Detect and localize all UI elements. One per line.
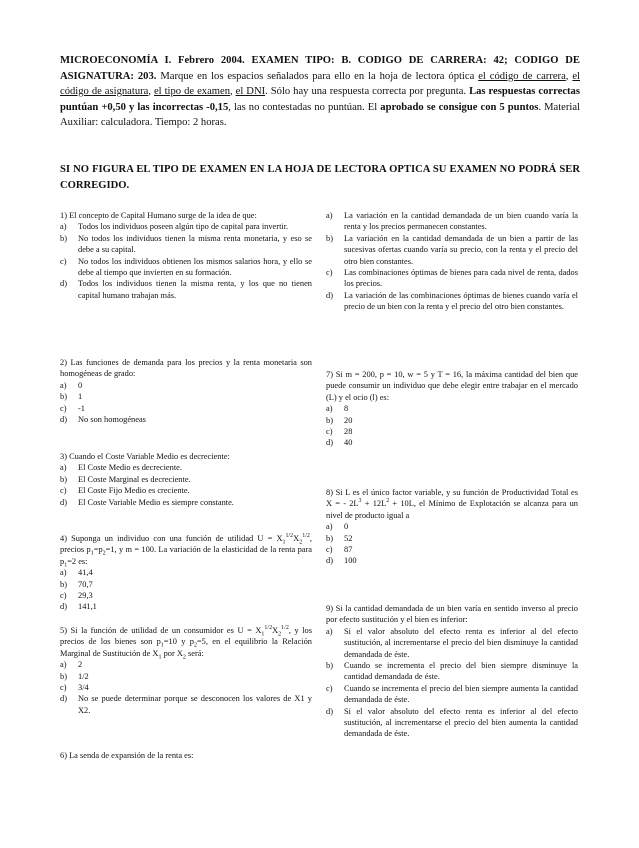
option-d: d) La variación de las combinaciones óptimas de bienes cuando varía el precio de un bien con la renta y el precio del otro bien constantes. [326,290,578,312]
question-2 [60,357,312,425]
question-stem: 9) Si la cantidad demandada de un bien varía en sentido inverso al precio por efecto sustitución y el bien es inferior: [326,604,578,625]
question-stem: 1) El concepto de Capital Humano surge de la idea de que: [60,211,257,220]
exam-header: MICROECONOMÍA I. Febrero 2004. EXAMEN TIPO: B. CODIGO DE CARRERA: 42; CODIGO DE ASIGNATURA: 203. Marque en los espacios señalados para ello en la hoja de lectora óptica el código de carrera, el código de asignatura, el tipo de examen, el DNI. Sólo hay una respuesta correcta por pregunta. Las respuestas correctas puntúan +0,50 y las incorrectas -0,15, las no contestadas no puntúan. El aprobado se consigue con 5 puntos. Material Auxiliar: calculadora. Tiempo: 2 horas. [60,55,580,128]
option-b: b) La variación en la cantidad demandada de un bien a partir de las sucesivas ofertas cuando varía su precio, con la renta y el precio del otro bien constantes. [326,233,578,266]
option-b: b) 70,7 [60,579,93,589]
option-c: c) El Coste Fijo Medio es creciente. [60,486,190,496]
option-a: a) 0 [60,380,83,390]
option-b: b) 20 [326,415,353,425]
option-c: c) 3/4 [60,683,89,693]
option-a: a) El Coste Medio es decreciente. [60,463,182,473]
question-stem: 5) Si la función de utilidad de un consumidor es $U = X_1^{1/2}X_2^{1/2}$, y los precios de los bienes son $p_1=10$ y $p_2=5$, en el equilibrio la Relación Marginal de Sustitución de $X_1$ por $X_2$ será: [60,625,313,661]
question-stem: 2) Las funciones de demanda para los precios y la renta monetaria son homogéneas de grado: [60,358,312,379]
question-6 [60,750,312,761]
option-c: c) 29,3 [60,591,93,601]
question-stem: 4) Suponga un individuo con una función de utilidad $U = X_1^{1/2}X_2^{1/2}$, precios $p_1=p_2=1$, y m = 100. La variación de la elasticidad de la renta para $p_1=2$ es: [60,533,312,569]
question-stem: 7) Si m = 200, p = 10, w = 5 y T = 16, la máxima cantidad del bien que puede consumir un individuo que debe elegir entre trabajar en el mercado (L) y el ocio (l) es: [326,370,578,402]
option-a: a) 8 [326,404,349,414]
option-b: b) 1/2 [60,671,89,681]
question-stem: 6) La senda de expansión de la renta es: [60,751,194,760]
option-a: a) 2 [60,660,83,670]
option-a: a) Todos los individuos poseen algún tipo de capital para invertir. [60,222,289,232]
option-c: c) Cuando se incrementa el precio del bien siempre aumenta la cantidad demandada de éste. [326,683,578,705]
option-b: b) 1 [60,392,83,402]
question-7 [326,369,578,449]
option-d: d) No se puede determinar porque se desconocen los valores de X1 y X2. [60,694,312,715]
option-d: d) 40 [326,438,353,448]
option-c: c) Las combinaciones óptimas de bienes para cada nivel de renta, dados los precios. [326,268,578,289]
question-1 [60,210,312,301]
question-4 [60,533,312,613]
warning-notice: SI NO FIGURA EL TIPO DE EXAMEN EN LA HOJA DE LECTORA OPTICA SU EXAMEN NO PODRÁ SER CORREGIDO. [60,164,580,191]
option-c: c) 87 [326,545,353,555]
question-3 [60,451,312,508]
option-b: b) Cuando se incrementa el precio del bien siempre disminuye la cantidad demandada de éste. [326,661,578,682]
option-c: c) No todos los individuos obtienen los mismos salarios hora, y ello se debe al tiempo que invierten en su formación. [60,256,312,278]
option-d: d) 141,1 [60,602,97,612]
option-a: a) Si el valor absoluto del efecto renta es inferior al del efecto sustitución, al incrementarse el precio del bien disminuye la cantidad demandada de éste. [326,626,578,659]
question-stem: 8) Si L es el único factor variable, y su función de Productividad Total es X = - $2L^3 + 12L^2 + 10L$, el Mínimo de Explotación se alcanza para un nivel de producto igual a [326,488,578,520]
option-d: d) Si el valor absoluto del efecto renta es inferior al del efecto sustitución, al incrementarse el precio del bien aumenta la cantidad demandada de éste. [326,706,578,739]
option-a: a) 0 [326,522,349,532]
option-d: d) Todos los individuos tienen la misma renta, y los que no tienen capital humano trabajan más. [60,279,312,300]
option-c: c) 28 [326,427,353,437]
option-a: a) La variación en la cantidad demandada de un bien cuando varía la renta y los precios permanecen constantes. [326,211,578,232]
option-a: a) 41,4 [60,568,93,578]
question-8 [326,487,578,567]
option-c: c) -1 [60,403,85,413]
question-5 [60,625,312,716]
question-9 [326,603,578,740]
question-stem: 3) Cuando el Coste Variable Medio es decreciente: [60,452,230,461]
option-b: b) 52 [326,533,353,543]
pass-rule: aprobado se consigue con 5 puntos [380,101,539,113]
scoring-rule: Las respuestas correctas puntúan +0,50 y las incorrectas -0,15 [60,86,580,113]
question-6-options [326,210,578,313]
exam-title: MICROECONOMÍA I. Febrero 2004. EXAMEN TIPO: B. CODIGO DE CARRERA: 42; CODIGO DE ASIGNATURA: 203. [60,55,580,82]
option-d: d) El Coste Variable Medio es siempre constante. [60,497,234,507]
option-b: b) No todos los individuos tienen la misma renta monetaria, y eso se debe a su capital. [60,233,312,255]
option-d: d) 100 [326,556,357,566]
option-d: d) No son homogéneas [60,415,146,425]
option-b: b) El Coste Marginal es decreciente. [60,474,191,484]
